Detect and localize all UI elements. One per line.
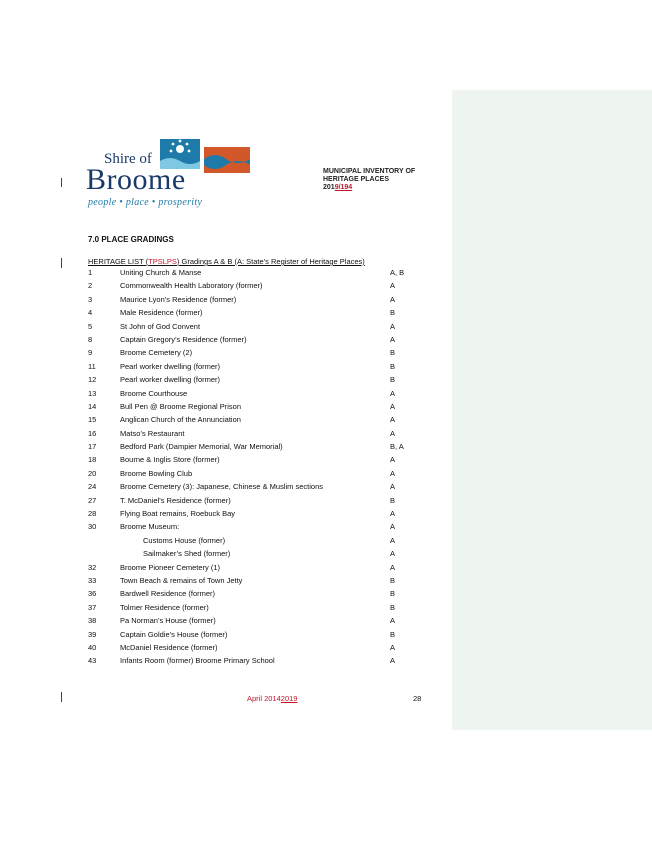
list-item: [88, 589, 418, 602]
place-number: 30: [88, 522, 97, 532]
list-item: [88, 469, 418, 482]
list-item: [88, 322, 418, 335]
place-number: 18: [88, 455, 97, 465]
place-number: 43: [88, 656, 97, 666]
page-number: 28: [413, 694, 422, 703]
place-number: 15: [88, 415, 97, 425]
list-item: [88, 630, 418, 643]
place-name: Broome Cemetery (2): [120, 348, 193, 358]
place-name: T. McDaniel’s Residence (former): [120, 495, 231, 505]
change-bar: [61, 178, 62, 187]
heritage-prefix: HERITAGE LIST (: [88, 257, 149, 266]
list-item: [88, 389, 418, 402]
place-number: 33: [88, 575, 97, 585]
logo-broome-text: Broome: [86, 163, 186, 196]
list-item: [88, 549, 418, 562]
place-number: 17: [88, 442, 97, 452]
footer-date-new: 2019: [280, 694, 298, 703]
place-grade: B: [390, 308, 396, 318]
place-grade: A: [390, 535, 396, 545]
place-name: Sailmaker’s Shed (former): [143, 549, 231, 559]
place-name: Town Beach & remains of Town Jetty: [120, 575, 243, 585]
list-item: [88, 455, 418, 468]
list-item: [88, 415, 418, 428]
list-item: [88, 429, 418, 442]
place-grade: B: [390, 575, 396, 585]
place-grade: B, A: [390, 442, 404, 452]
list-item: [88, 656, 418, 669]
year-tracked-change: 9/194: [334, 184, 353, 191]
place-number: 2: [88, 281, 93, 291]
list-item: [88, 442, 418, 455]
place-grade: A: [390, 642, 396, 652]
place-grade: A: [390, 656, 396, 666]
footer-date-old: April 2014: [247, 694, 281, 703]
place-grade: A: [390, 549, 396, 559]
change-bar: [61, 692, 62, 702]
place-name: Pearl worker dwelling (former): [120, 361, 221, 371]
list-item: [88, 281, 418, 294]
header-line-1: MUNICIPAL INVENTORY OF: [323, 168, 416, 175]
footer-date: [247, 694, 297, 703]
place-number: 5: [88, 321, 93, 331]
place-grade: A: [390, 281, 396, 291]
place-number: 37: [88, 602, 97, 612]
place-name: Flying Boat remains, Roebuck Bay: [120, 509, 236, 519]
place-name: Commonwealth Health Laboratory (former): [120, 281, 263, 291]
place-number: 27: [88, 495, 97, 505]
list-item: [88, 308, 418, 321]
place-number: 1: [88, 268, 93, 277]
place-name: Customs House (former): [143, 535, 226, 545]
logo-tagline: people • place • prosperity: [88, 197, 203, 208]
place-name: Pa Norman’s House (former): [120, 616, 216, 626]
header-year: [323, 184, 415, 192]
place-name: St John of God Convent: [120, 321, 201, 331]
place-grade: B: [390, 375, 396, 385]
change-bar: [61, 258, 62, 268]
place-number: 12: [88, 375, 97, 385]
place-grade: B: [390, 629, 396, 639]
place-name: Tolmer Residence (former): [120, 602, 209, 612]
place-number: 8: [88, 334, 93, 344]
list-item: [88, 335, 418, 348]
place-name: Bourne & Inglis Store (former): [120, 455, 220, 465]
place-grade: B: [390, 348, 396, 358]
logo-shire-text: Shire of: [104, 151, 152, 167]
place-grade: A: [390, 509, 396, 519]
place-number: 24: [88, 482, 97, 492]
place-grade: A: [390, 455, 396, 465]
place-name: Uniting Church & Manse: [120, 268, 202, 277]
heritage-list-heading: [88, 257, 365, 266]
place-grade: A: [390, 428, 396, 438]
list-item: [88, 482, 418, 495]
place-name: Bull Pen @ Broome Regional Prison: [120, 401, 242, 411]
list-item: [88, 522, 418, 535]
list-item: [88, 576, 418, 589]
place-name: McDaniel Residence (former): [120, 642, 218, 652]
place-grade: A: [390, 401, 396, 411]
place-name: Captain Gregory’s Residence (former): [120, 334, 247, 344]
place-number: 11: [88, 361, 96, 371]
place-number: 38: [88, 616, 97, 626]
place-grade: A: [390, 482, 396, 492]
place-number: 4: [88, 308, 93, 318]
place-name: Infants Room (former) Broome Primary School: [120, 656, 275, 666]
place-number: 9: [88, 348, 93, 358]
place-name: Broome Cemetery (3): Japanese, Chinese & Muslim sections: [120, 482, 323, 492]
place-name: Broome Bowling Club: [120, 468, 193, 478]
heritage-tracked-change: TPSLPS: [148, 257, 177, 266]
comment-pane: [452, 90, 652, 730]
list-item: [88, 375, 418, 388]
list-item: [88, 496, 418, 509]
list-item: [88, 362, 418, 375]
place-grade: B: [390, 361, 396, 371]
list-item: [88, 402, 418, 415]
place-name: Matso’s Restaurant: [120, 428, 185, 438]
place-grade: A: [390, 294, 396, 304]
place-name: Broome Pioneer Cemetery (1): [120, 562, 221, 572]
heritage-suffix: ) Gradings A & B (A: State’s Register of Heritage Places): [176, 257, 365, 266]
place-name: Bedford Park (Dampier Memorial, War Memorial): [120, 442, 283, 452]
list-item: [88, 268, 418, 281]
place-number: 40: [88, 642, 97, 652]
place-gradings-list: [88, 268, 418, 670]
list-item: [88, 348, 418, 361]
place-number: 32: [88, 562, 97, 572]
list-item: [88, 295, 418, 308]
place-number: 20: [88, 468, 97, 478]
place-grade: A: [390, 468, 396, 478]
section-title: 7.0 PLACE GRADINGS: [88, 235, 174, 244]
place-name: Broome Museum:: [120, 522, 180, 532]
list-item: [88, 643, 418, 656]
place-grade: B: [390, 495, 396, 505]
place-grade: B: [390, 589, 396, 599]
list-item: [88, 536, 418, 549]
list-item: [88, 563, 418, 576]
list-item: [88, 616, 418, 629]
place-number: 13: [88, 388, 97, 398]
shire-of-broome-logo: [86, 133, 246, 213]
place-number: 28: [88, 509, 97, 519]
place-number: 39: [88, 629, 97, 639]
place-name: Broome Courthouse: [120, 388, 188, 398]
place-grade: B: [390, 602, 396, 612]
place-name: Anglican Church of the Annunciation: [120, 415, 241, 425]
place-name: Maurice Lyon’s Residence (former): [120, 294, 237, 304]
place-grade: A, B: [390, 268, 405, 277]
year-prefix: 201: [323, 184, 335, 191]
place-name: Pearl worker dwelling (former): [120, 375, 221, 385]
place-grade: A: [390, 321, 396, 331]
place-name: Captain Goldie’s House (former): [120, 629, 228, 639]
place-number: 16: [88, 428, 97, 438]
place-number: 3: [88, 294, 93, 304]
place-number: 36: [88, 589, 97, 599]
document-header-title: [323, 168, 415, 192]
place-grade: A: [390, 522, 396, 532]
place-grade: A: [390, 616, 396, 626]
place-name: Male Residence (former): [120, 308, 203, 318]
place-number: 14: [88, 401, 97, 411]
place-name: Bardwell Residence (former): [120, 589, 216, 599]
list-item: [88, 603, 418, 616]
place-grade: A: [390, 415, 396, 425]
place-grade: A: [390, 562, 396, 572]
header-line-2: HERITAGE PLACES: [323, 176, 389, 183]
list-item: [88, 509, 418, 522]
place-grade: A: [390, 334, 396, 344]
place-grade: A: [390, 388, 396, 398]
